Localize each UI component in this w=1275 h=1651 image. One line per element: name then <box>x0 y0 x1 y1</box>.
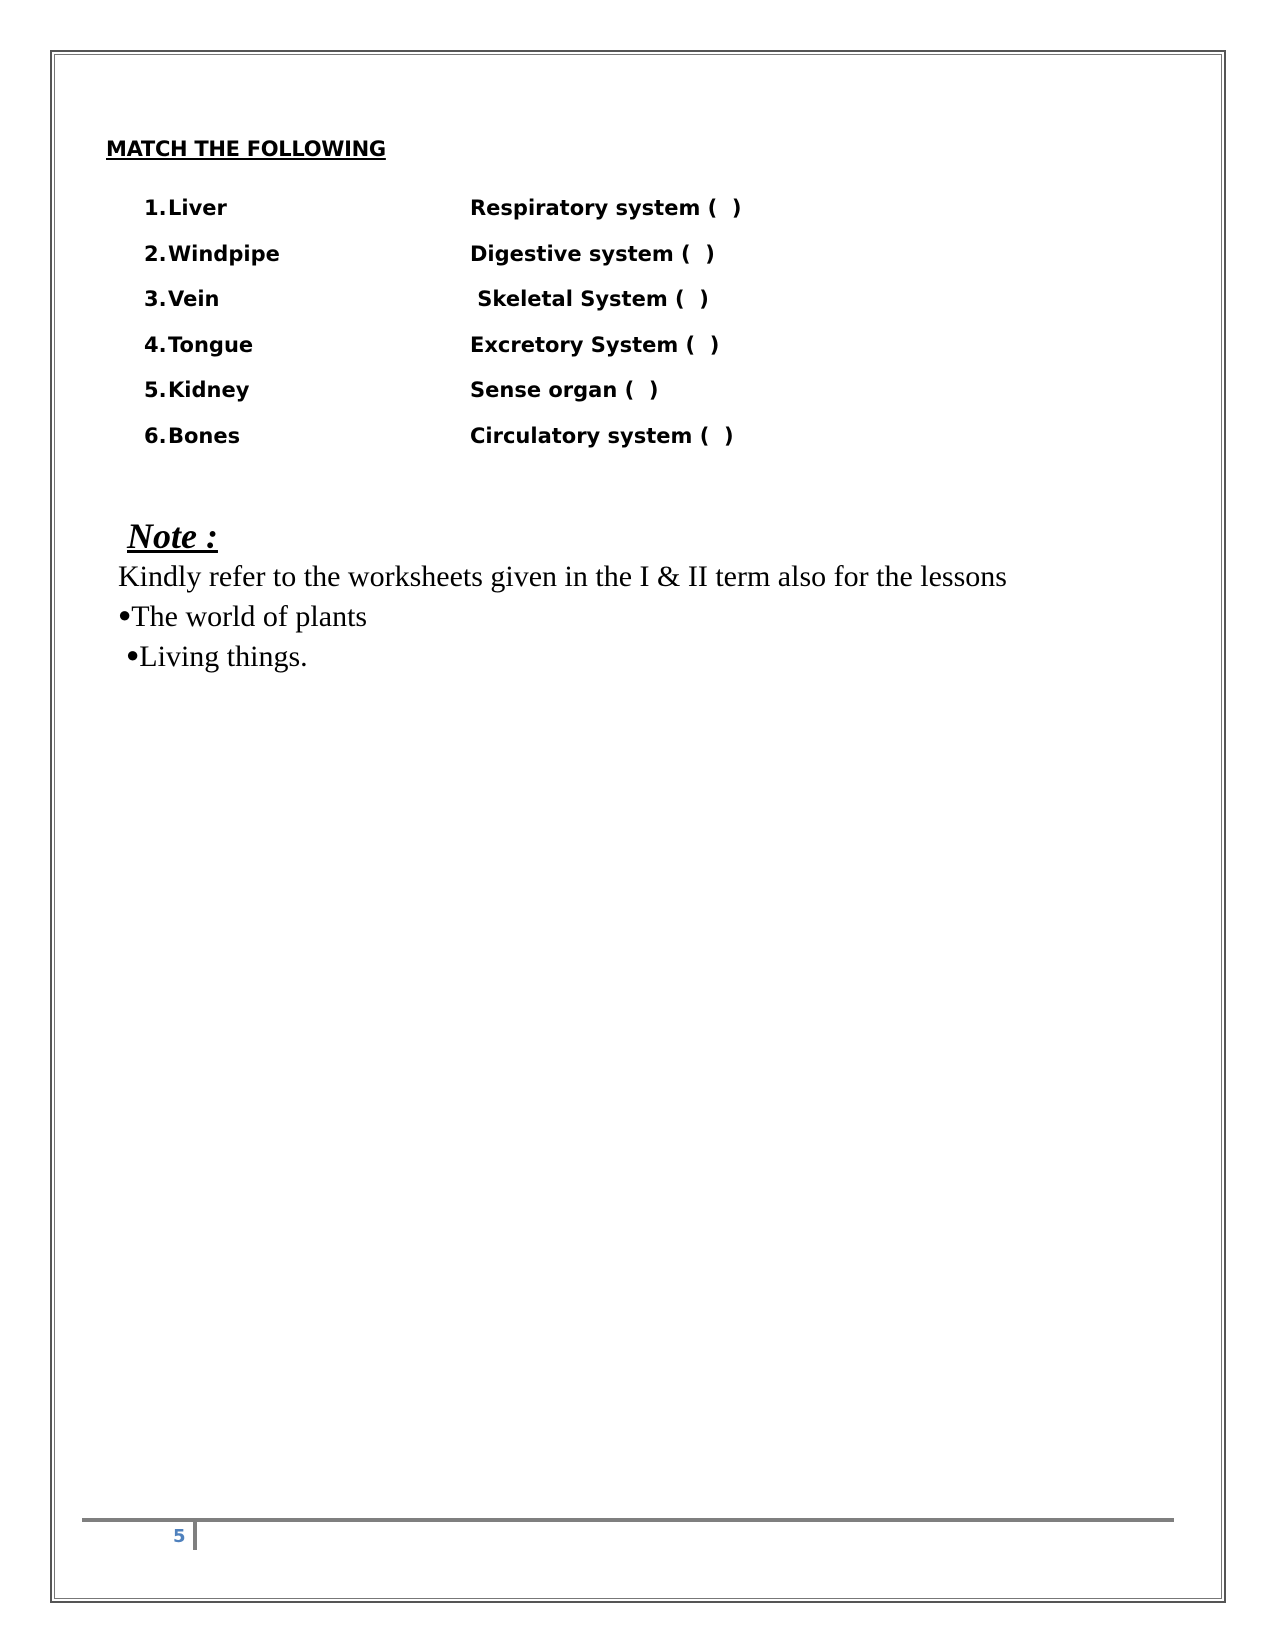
bullet-icon: ● <box>126 642 140 667</box>
match-row <box>140 333 840 379</box>
item-match: Respiratory system ( ) <box>470 196 742 220</box>
item-match: Sense organ ( ) <box>470 378 659 402</box>
section-heading: MATCH THE FOLLOWING <box>106 137 386 161</box>
note-text: Kindly refer to the worksheets given in the I & II term also for the lessons <box>118 560 1007 593</box>
note-bullet <box>118 636 1007 676</box>
item-term: Kidney <box>168 378 250 402</box>
footer-rule <box>82 1518 1174 1522</box>
page-number: 5 <box>173 1526 186 1547</box>
page-number-divider <box>193 1522 197 1550</box>
item-match: Circulatory system ( ) <box>470 423 734 448</box>
item-number: 2. <box>144 241 167 266</box>
match-row <box>140 378 840 424</box>
bullet-icon: ● <box>118 602 132 627</box>
item-term: Vein <box>168 287 220 311</box>
item-number: 5. <box>144 378 167 402</box>
bullet-text: The world of plants <box>131 600 368 633</box>
item-number: 1. <box>144 196 167 220</box>
item-match: Digestive system ( ) <box>470 241 715 266</box>
match-list <box>140 196 840 469</box>
item-number: 6. <box>144 423 167 448</box>
match-row <box>140 424 840 470</box>
item-number: 4. <box>144 332 167 357</box>
item-match: Excretory System ( ) <box>470 332 720 357</box>
note-body <box>118 558 1007 676</box>
item-match: Skeletal System ( ) <box>470 287 709 311</box>
item-number: 3. <box>144 287 167 311</box>
item-term: Bones <box>168 423 241 448</box>
item-term: Tongue <box>168 332 254 357</box>
match-row <box>140 196 840 242</box>
match-row <box>140 242 840 288</box>
item-term: Windpipe <box>168 241 280 266</box>
note-bullet <box>118 596 1007 636</box>
item-term: Liver <box>168 196 227 220</box>
bullet-text: Living things. <box>139 640 308 673</box>
match-row <box>140 287 840 333</box>
note-title: Note : <box>127 516 218 556</box>
